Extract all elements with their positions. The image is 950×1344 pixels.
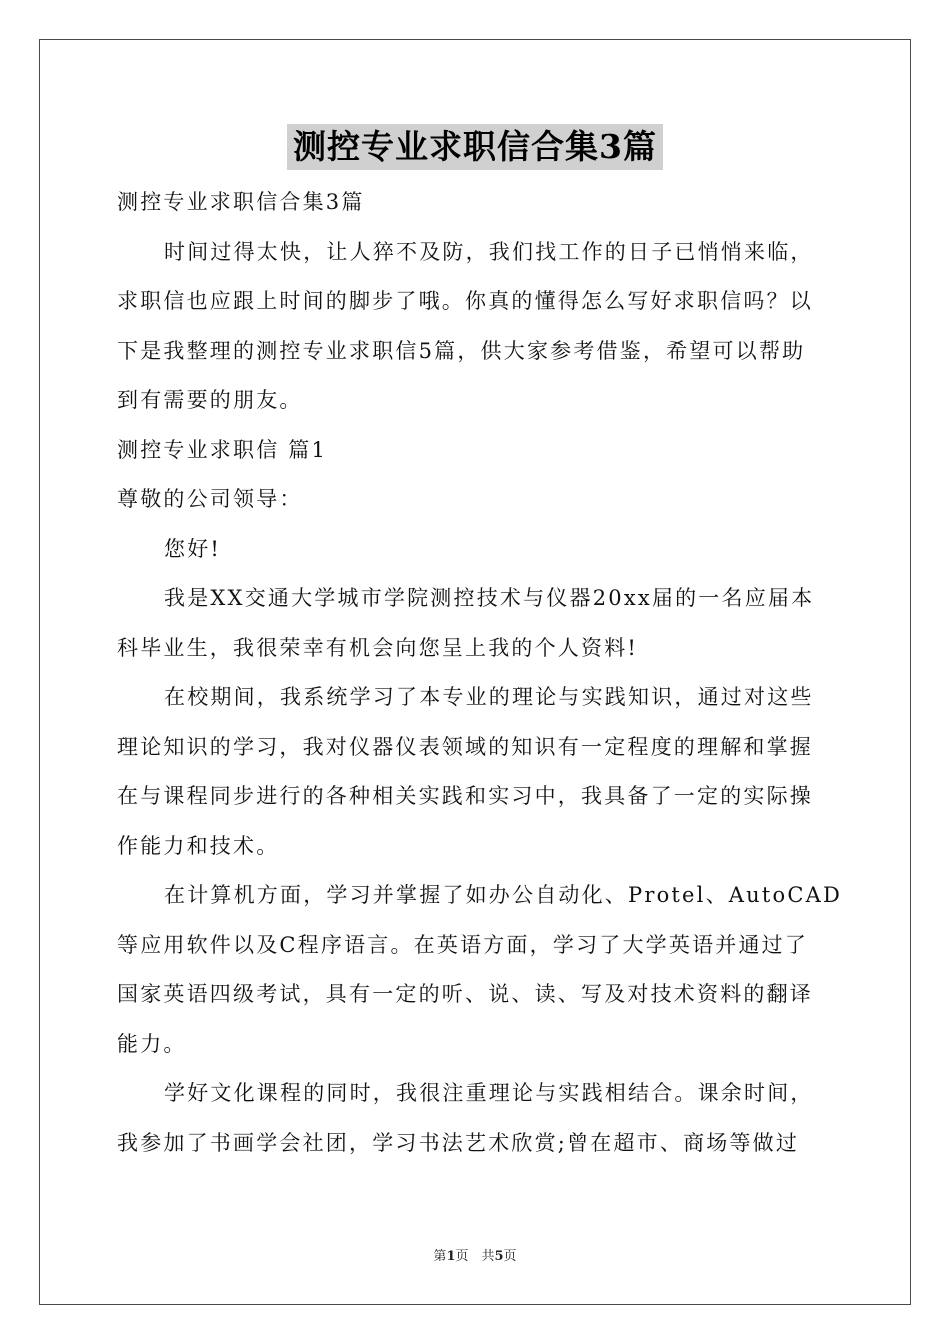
text-line: 在与课程同步进行的各种相关实践和实习中，我具备了一定的实际操 (117, 784, 813, 808)
text-line: 我参加了书画学会社团，学习书法艺术欣赏;曾在超市、商场等做过 (117, 1130, 800, 1155)
text-line: 等应用软件以及C程序语言。在英语方面，学习了大学英语并通过了 (117, 932, 809, 957)
footer-page-mid: 页 共 (455, 1249, 495, 1264)
text-line: 作能力和技术。 (117, 833, 280, 858)
text-line: 能力。 (117, 1031, 187, 1056)
page-footer (0, 1245, 950, 1264)
title-wrap (0, 124, 950, 170)
text-line: 测控专业求职信 篇1 (117, 437, 328, 462)
text-line: 求职信也应跟上时间的脚步了哦。你真的懂得怎么写好求职信吗？以 (117, 289, 813, 313)
document-title: 测控专业求职信合集3篇 (287, 124, 663, 170)
text-line: 到有需要的朋友。 (117, 388, 303, 412)
text-line: 时间过得太快，让人猝不及防，我们找工作的日子已悄悄来临， (164, 239, 814, 264)
text-line: 在计算机方面，学习并掌握了如办公自动化、Protel、AutoCAD (164, 883, 843, 907)
text-line: 学好文化课程的同时，我很注重理论与实践相结合。课余时间， (164, 1081, 814, 1105)
footer-page-prefix: 第 (433, 1249, 447, 1264)
footer-page-total: 5 (494, 1249, 504, 1264)
document-body (117, 178, 843, 1168)
text-line: 测控专业求职信合集3篇 (117, 190, 365, 214)
text-line: 国家英语四级考试，具有一定的听、说、读、写及对技术资料的翻译 (117, 982, 813, 1006)
text-line: 您好! (164, 536, 222, 561)
text-line: 尊敬的公司领导： (117, 487, 303, 511)
text-line: 在校期间，我系统学习了本专业的理论与实践知识，通过对这些 (164, 685, 814, 709)
text-line: 我是XX交通大学城市学院测控技术与仪器20xx届的一名应届本 (164, 586, 815, 610)
text-line: 科毕业生，我很荣幸有机会向您呈上我的个人资料! (117, 635, 639, 660)
text-line: 理论知识的学习，我对仪器仪表领域的知识有一定程度的理解和掌握 (117, 734, 813, 759)
footer-page-suffix: 页 (503, 1249, 517, 1264)
footer-page-current: 1 (446, 1249, 456, 1264)
text-line: 下是我整理的测控专业求职信5篇，供大家参考借鉴，希望可以帮助 (117, 338, 806, 363)
